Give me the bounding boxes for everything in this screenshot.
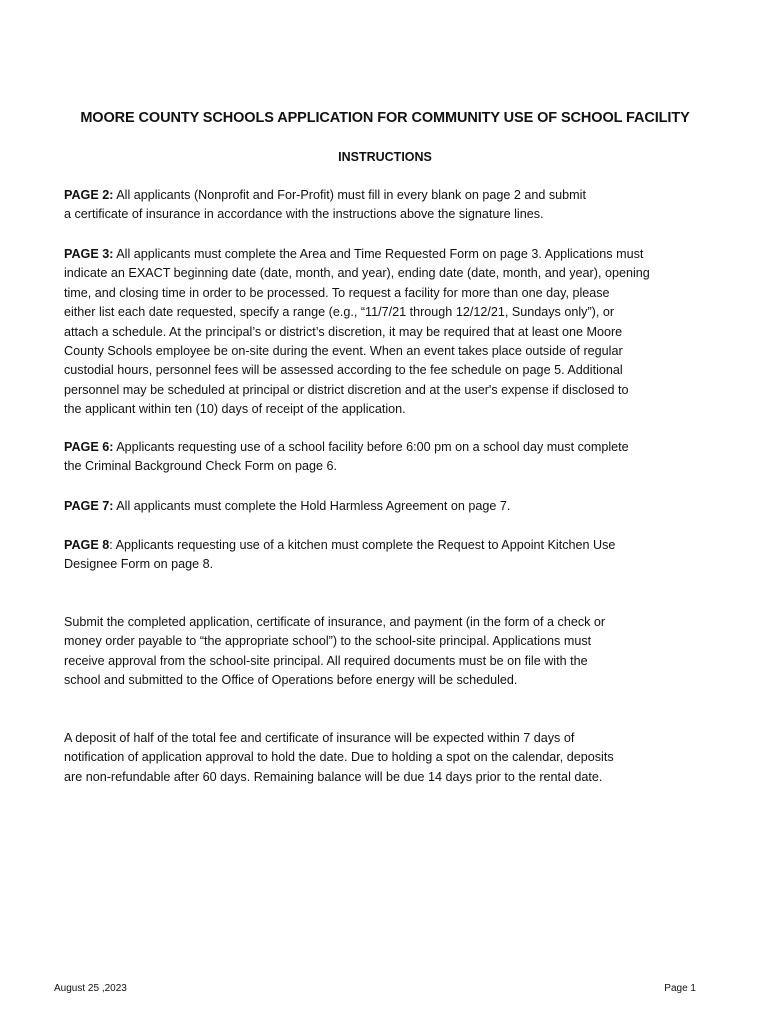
submission-line: school and submitted to the Office of Operations before energy will be scheduled. [64, 673, 518, 688]
page2-line: a certificate of insurance in accordance with the instructions above the signature lines. [64, 207, 544, 222]
page2-label: PAGE 2: [64, 188, 114, 202]
page3-line: County Schools employee be on-site during the event. When an event takes place outside of regular [64, 344, 623, 359]
deposit-paragraph [64, 729, 714, 787]
page3-line: either list each date requested, specify a range (e.g., “11/7/21 through 12/12/21, Sundays only”), or [64, 305, 615, 320]
submission-paragraph [64, 613, 714, 691]
page6-line: the Criminal Background Check Form on page 6. [64, 459, 337, 474]
page3-line: time, and closing time in order to be processed. To request a facility for more than one day, please [64, 285, 610, 300]
page8-instructions [64, 536, 714, 575]
submission-line: money order payable to “the appropriate school”) to the school-site principal. Applications must [64, 634, 592, 649]
document-title: MOORE COUNTY SCHOOLS APPLICATION FOR COMMUNITY USE OF SCHOOL FACILITY [80, 110, 690, 126]
page3-label: PAGE 3: [64, 247, 114, 261]
page8-line: Designee Form on page 8. [64, 557, 214, 572]
page3-line: the applicant within ten (10) days of receipt of the application. [64, 402, 406, 417]
instructions-heading: INSTRUCTIONS [338, 150, 432, 164]
page2-line: All applicants (Nonprofit and For-Profit) must fill in every blank on page 2 and submit [113, 188, 586, 202]
page3-line: All applicants must complete the Area and Time Requested Form on page 3. Applications must [113, 247, 644, 261]
page3-line: personnel may be scheduled at principal or district discretion and at the user's expense if disclosed to [64, 382, 629, 397]
page3-line: custodial hours, personnel fees will be assessed according to the fee schedule on page 5. Additional [64, 363, 623, 378]
page6-label: PAGE 6: [64, 440, 114, 454]
footer-page-number: Page 1 [664, 983, 696, 994]
page8-label: PAGE 8 [64, 538, 110, 552]
deposit-line: A deposit of half of the total fee and certificate of insurance will be expected within 7 days of [64, 731, 575, 745]
page6-line: Applicants requesting use of a school facility before 6:00 pm on a school day must complete [113, 440, 629, 454]
page6-instructions [64, 438, 714, 477]
submission-line: Submit the completed application, certificate of insurance, and payment (in the form of a check or [64, 615, 606, 629]
deposit-line: are non-refundable after 60 days. Remaining balance will be due 14 days prior to the rental date. [64, 769, 603, 784]
page3-instructions [64, 245, 714, 420]
page3-line: attach a schedule. At the principal’s or district’s discretion, it may be required that at least one Moore [64, 324, 623, 339]
submission-line: receive approval from the school-site principal. All required documents must be on file with the [64, 653, 588, 668]
page3-line: indicate an EXACT beginning date (date, month, and year), ending date (date, month, and year), opening [64, 266, 650, 281]
footer-date: August 25 ,2023 [54, 983, 127, 994]
page7-line: All applicants must complete the Hold Harmless Agreement on page 7. [113, 499, 511, 513]
page7-instructions [64, 497, 714, 516]
deposit-line: notification of application approval to hold the date. Due to holding a spot on the calendar, deposits [64, 750, 614, 765]
page8-line: : Applicants requesting use of a kitchen must complete the Request to Appoint Kitchen Use [109, 538, 616, 552]
page7-label: PAGE 7: [64, 499, 114, 513]
page2-instructions [64, 186, 714, 225]
